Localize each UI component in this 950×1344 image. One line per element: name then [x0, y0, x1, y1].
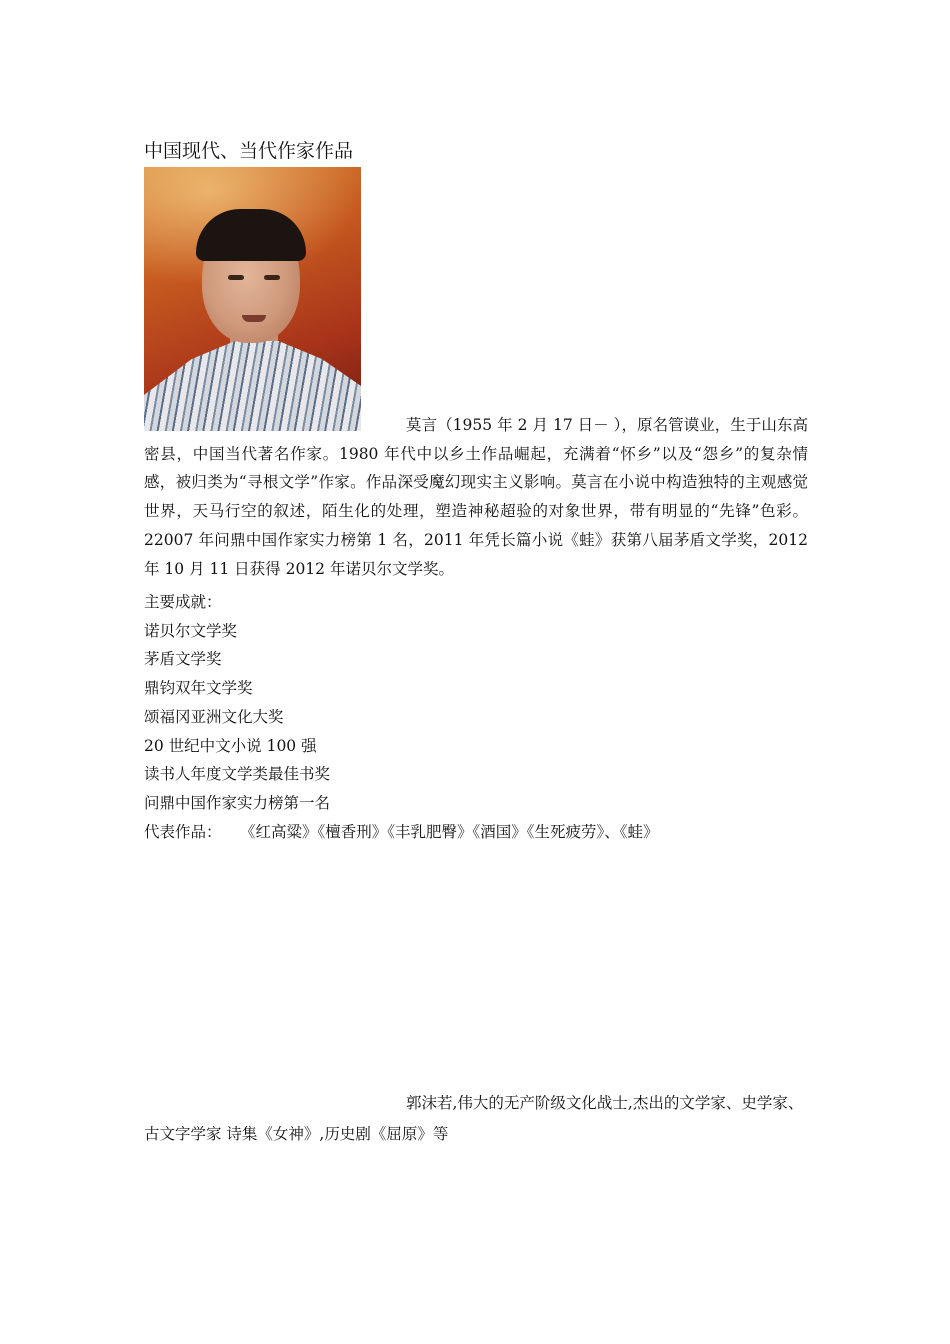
guo-moruo-paragraph	[144, 1088, 808, 1150]
mo-yan-bio-paragraph	[144, 411, 808, 583]
achievement-item: 茅盾文学奖	[144, 650, 222, 669]
mo-yan-bio-text: 莫言（1955 年 2 月 17 日－ ），原名管谟业，生于山东高密县，中国当代著名作家。1980 年代中以乡土作品崛起，充满着“怀乡”以及“怨乡”的复杂情感，被归类为“寻根文学”作家。作品深受魔幻现实主义影响。莫言在小说中构造独特的主观感觉世界，天马行空的叙述，陌生化的处理，塑造神秘超验的对象世界，带有明显的“先锋”色彩。22007 年问鼎中国作家实力榜第 1 名，2011 年凭长篇小说《蛙》获第八届茅盾文学奖，2012 年 10 月 11 日获得 2012 年诺贝尔文学奖。	[144, 416, 808, 578]
works-list: 《红高粱》《檀香刑》《丰乳肥臀》《酒国》《生死疲劳》、《蛙》	[240, 822, 659, 841]
achievement-item: 问鼎中国作家实力榜第一名	[144, 793, 331, 812]
works-label: 代表作品：	[144, 822, 222, 841]
achievement-item: 颂福冈亚洲文化大奖	[144, 707, 284, 726]
portrait-mouth	[242, 315, 266, 322]
achievement-item: 鼎钧双年文学奖	[144, 679, 253, 698]
mo-yan-achievements-section	[144, 588, 808, 846]
achievement-item: 读书人年度文学类最佳书奖	[144, 765, 331, 784]
achievements-heading: 主要成就：	[144, 593, 222, 611]
achievement-item: 20 世纪中文小说 100 强	[144, 736, 317, 755]
portrait-eye-left	[228, 275, 244, 280]
page-title: 中国现代、当代作家作品	[144, 140, 354, 162]
guo-moruo-text: 郭沫若,伟大的无产阶级文化战士,杰出的文学家、史学家、古文字学家 诗集《女神》,历史剧《屈原》等	[144, 1094, 804, 1143]
representative-works-line	[144, 818, 808, 847]
author-portrait-image	[144, 167, 361, 431]
portrait-eye-right	[264, 275, 280, 280]
achievement-item: 诺贝尔文学奖	[144, 621, 238, 640]
